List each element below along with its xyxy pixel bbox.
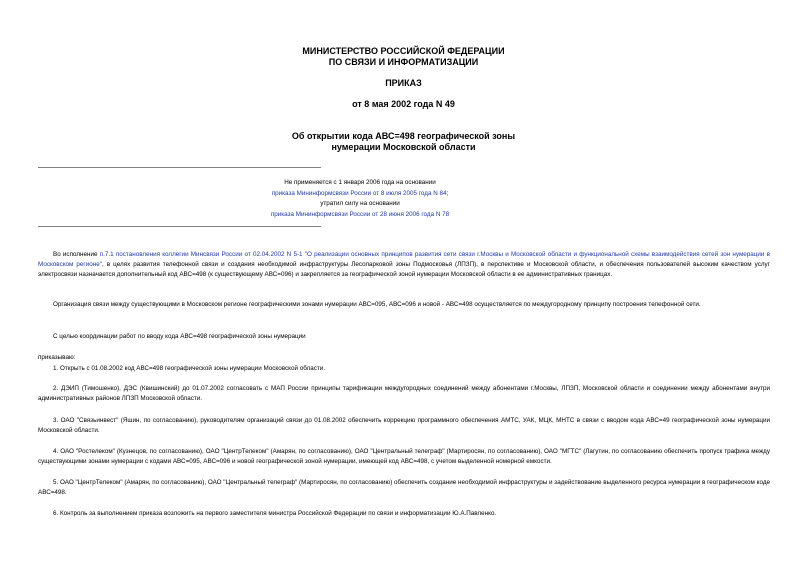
ministry-line-2: ПО СВЯЗИ И ИНФОРМАТИЗАЦИИ (328, 57, 479, 67)
divider-top (38, 167, 321, 168)
ministry-heading (0, 46, 807, 68)
divider-bottom (38, 226, 321, 227)
paragraph-3: С целью координации работ по вводу кода АВС=498 географической зоны нумерации (53, 333, 306, 340)
paragraph-2: Организация связи между существующими в Московском регионе географическими зонами нумерации АВС=095, АВС=096 и новой - АВС=498 осуществляется по междугородному принципу построения телефонной сети. (53, 301, 701, 308)
paragraph-1-rest: , в целях развития телефонной связи и создания необходимой инфраструктуры Лесопарковой зоны Подмосковья (ЛПЗП), в перспективе и Московской области, и обеспечения пользователей высоким качеством услуг электросвязи назначается дополнительный код АВС=498 (к существующему АВС=096) и закрепляется за географической зоной нумерации Московской области в ее административных границах. (38, 261, 770, 278)
status-note-line-3: утратил силу на основании (320, 200, 400, 207)
doc-date-number: от 8 мая 2002 года N 49 (352, 99, 455, 109)
status-note (200, 178, 520, 220)
status-note-semicolon: ; (446, 189, 449, 197)
order-item-4: 4. ОАО "Ростелеком" (Кузнецов, по согласованию), ОАО "ЦентрТелеком" (Амарян, по согласованию), ОАО "Центральный телеграф" (Мартиросян, по согласованию), ОАО "МГТС" (Лагутин, по согласованию обеспечить пропуск трафика между существующими зонами нумерации с кодами АВС=095, АВС=096 и новой географической зоной нумерации, имеющей код АВС=498, с учетом выделенной номерной емкости. (38, 448, 770, 465)
status-note-line-2 (200, 189, 520, 200)
ministry-line-1: МИНИСТЕРСТВО РОССИЙСКОЙ ФЕДЕРАЦИИ (302, 46, 505, 56)
order-item-1: 1. Открыть с 01.08.2002 код АВС=498 географической зоны нумерации Московской области. (53, 365, 326, 372)
status-note-line-1: Не применяется с 1 января 2006 года на основании (284, 179, 436, 186)
paragraph-1-lead: Во исполнение (53, 251, 100, 258)
order-word: приказываю: (38, 354, 76, 361)
doc-title-line-2: нумерации Московской области (331, 142, 476, 152)
status-note-link-2[interactable]: приказа Мининформсвязи России от 28 июня 2006 года N 78 (270, 210, 450, 218)
doc-title-line-1: Об открытии кода АВС=498 географической зоны (291, 131, 516, 141)
status-note-link-1[interactable]: приказа Мининформсвязи России от 8 июля 2005 года N 84 (271, 189, 447, 197)
doc-title (0, 131, 807, 153)
paragraph-1-link[interactable]: п.7.1 постановления коллегии Минсвязи России от 02.04.2002 N 5-1 "О реализации основных принципов развития сети связи г.Москвы и Московской области и функциональной схемы взаимодействия сетей зон нумерации в Московском регионе" (38, 251, 770, 268)
order-item-2: 2. ДЭИП (Тимошенко), ДЭС (Квишинский) до 01.07.2002 согласовать с МАП России принципы тарификации междугородных соединений между абонентами г.Москвы, ЛПЗП, Московской области и соединении между абонентами внутри административных районов ЛПЗП Московской области. (38, 385, 770, 402)
paragraph-1 (38, 250, 770, 280)
order-item-3: 3. ОАО "Связьинвест" (Яшин, по согласованию), руководителям организаций связи до 01.08.2002 обеспечить коррекцию программного обеспечения АМТС, УАК, МЦК, МНТС в связи с вводом кода АВС=49 географической зоны нумерации Московской области. (38, 417, 770, 434)
order-item-6: 6. Контроль за выполнением приказа возложить на первого заместителя министра Российской Федерации по связи и информатизации Ю.А.Павленко. (53, 510, 497, 517)
order-item-5: 5. ОАО "ЦентрТелеком" (Амарян, по согласованию), ОАО "Центральный телеграф" (Мартиросян, по согласованию) обеспечить создание необходимой инфраструктуры и задействование выделенного ресурса нумерации в географическом коде АВС=498. (38, 479, 770, 496)
doc-type: ПРИКАЗ (385, 78, 422, 88)
